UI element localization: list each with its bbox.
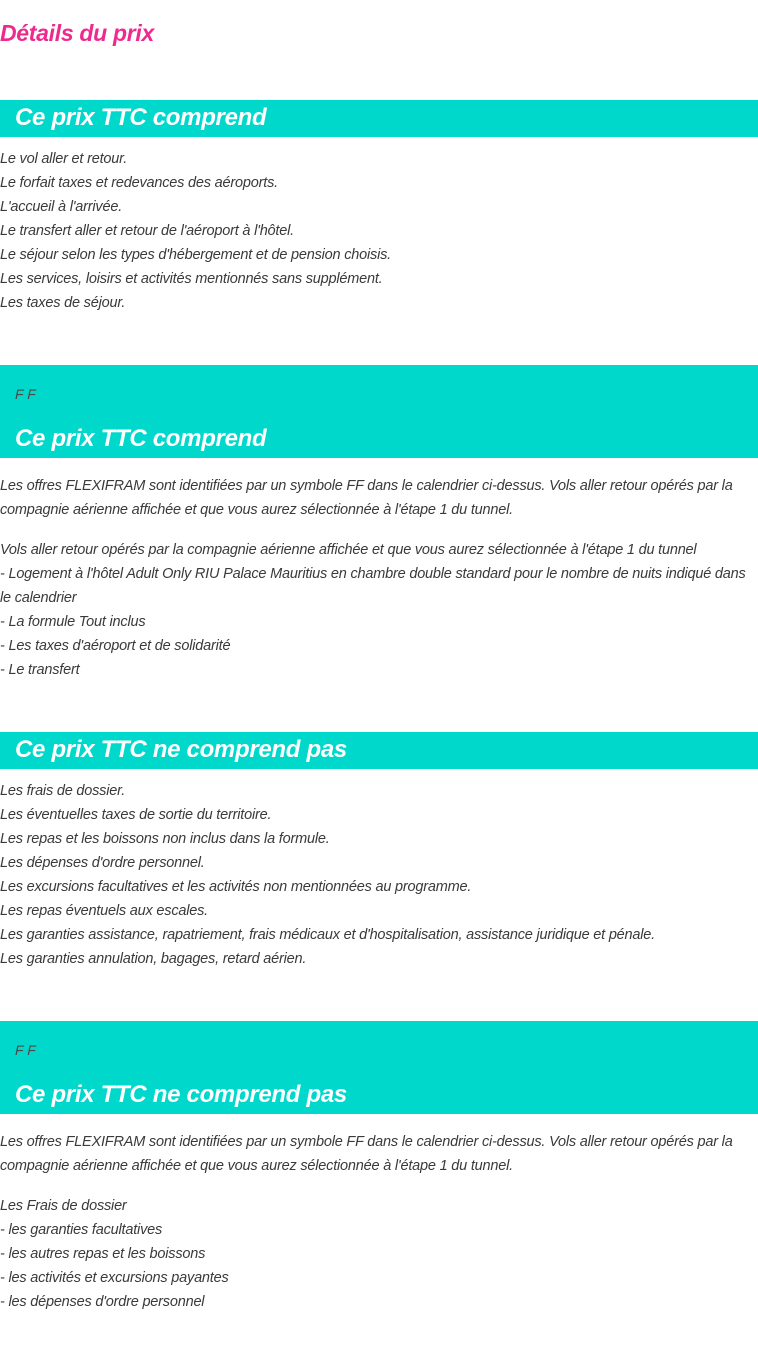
section-title: Ce prix TTC comprend [15, 425, 267, 452]
ff-tag: F F [15, 1042, 36, 1058]
list-item: Les repas éventuels aux escales. [0, 903, 209, 919]
section-title: Ce prix TTC comprend [15, 104, 267, 131]
section-header-flexifram-not-included [0, 1021, 758, 1114]
list-item: Le vol aller et retour. [0, 151, 128, 167]
list-item: Vols aller retour opérés par la compagnie aérienne affichée et que vous aurez sélectionnée à l'étape 1 du tunnel [0, 542, 697, 558]
list-item: - Les taxes d'aéroport et de solidarité [0, 638, 231, 654]
section-title: Ce prix TTC ne comprend pas [15, 736, 347, 763]
list-item: - les dépenses d'ordre personnel [0, 1294, 205, 1310]
list-item: Le forfait taxes et redevances des aéroports. [0, 175, 278, 191]
list-item: Les excursions facultatives et les activités non mentionnées au programme. [0, 879, 472, 895]
list-item: Les dépenses d'ordre personnel. [0, 855, 205, 871]
list-item: Les Frais de dossier [0, 1198, 127, 1214]
list-item: - les autres repas et les boissons [0, 1246, 206, 1262]
flexifram-included-text [0, 474, 758, 522]
not-included-list [0, 779, 758, 971]
list-item: Les frais de dossier. [0, 783, 126, 799]
list-item: Les garanties assistance, rapatriement, frais médicaux et d'hospitalisation, assistance juridique et pénale. [0, 927, 655, 943]
flexifram-not-included-list [0, 1194, 758, 1314]
flexifram-intro: Les offres FLEXIFRAM sont identifiées par un symbole FF dans le calendrier ci-dessus. Vols aller retour opérés par la compagnie aérienne affichée et que vous aurez sélectionnée à l'étape 1 du tunnel. [0, 478, 733, 518]
list-item: - les garanties facultatives [0, 1222, 163, 1238]
list-item: Les garanties annulation, bagages, retard aérien. [0, 951, 307, 967]
flexifram-intro: Les offres FLEXIFRAM sont identifiées par un symbole FF dans le calendrier ci-dessus. Vols aller retour opérés par la compagnie aérienne affichée et que vous aurez sélectionnée à l'étape 1 du tunnel. [0, 1134, 733, 1174]
flexifram-included-list [0, 538, 758, 682]
ff-tag: F F [15, 386, 36, 402]
list-item: Le séjour selon les types d'hébergement et de pension choisis. [0, 247, 391, 263]
list-item: L'accueil à l'arrivée. [0, 199, 123, 215]
list-item: Les éventuelles taxes de sortie du territoire. [0, 807, 272, 823]
page-title: Détails du prix [0, 20, 154, 46]
section-header-flexifram-included [0, 365, 758, 458]
list-item: - les activités et excursions payantes [0, 1270, 229, 1286]
list-item: Les services, loisirs et activités mentionnés sans supplément. [0, 271, 383, 287]
included-list [0, 147, 758, 315]
list-item: - Le transfert [0, 662, 80, 678]
flexifram-not-included-text [0, 1130, 758, 1178]
list-item: - La formule Tout inclus [0, 614, 146, 630]
section-header-included [0, 100, 758, 137]
section-header-not-included [0, 732, 758, 769]
list-item: Le transfert aller et retour de l'aéroport à l'hôtel. [0, 223, 294, 239]
list-item: Les taxes de séjour. [0, 295, 126, 311]
section-title: Ce prix TTC ne comprend pas [15, 1081, 347, 1108]
list-item: - Logement à l'hôtel Adult Only RIU Palace Mauritius en chambre double standard pour le nombre de nuits indiqué dans le calendrier [0, 566, 746, 606]
list-item: Les repas et les boissons non inclus dans la formule. [0, 831, 330, 847]
